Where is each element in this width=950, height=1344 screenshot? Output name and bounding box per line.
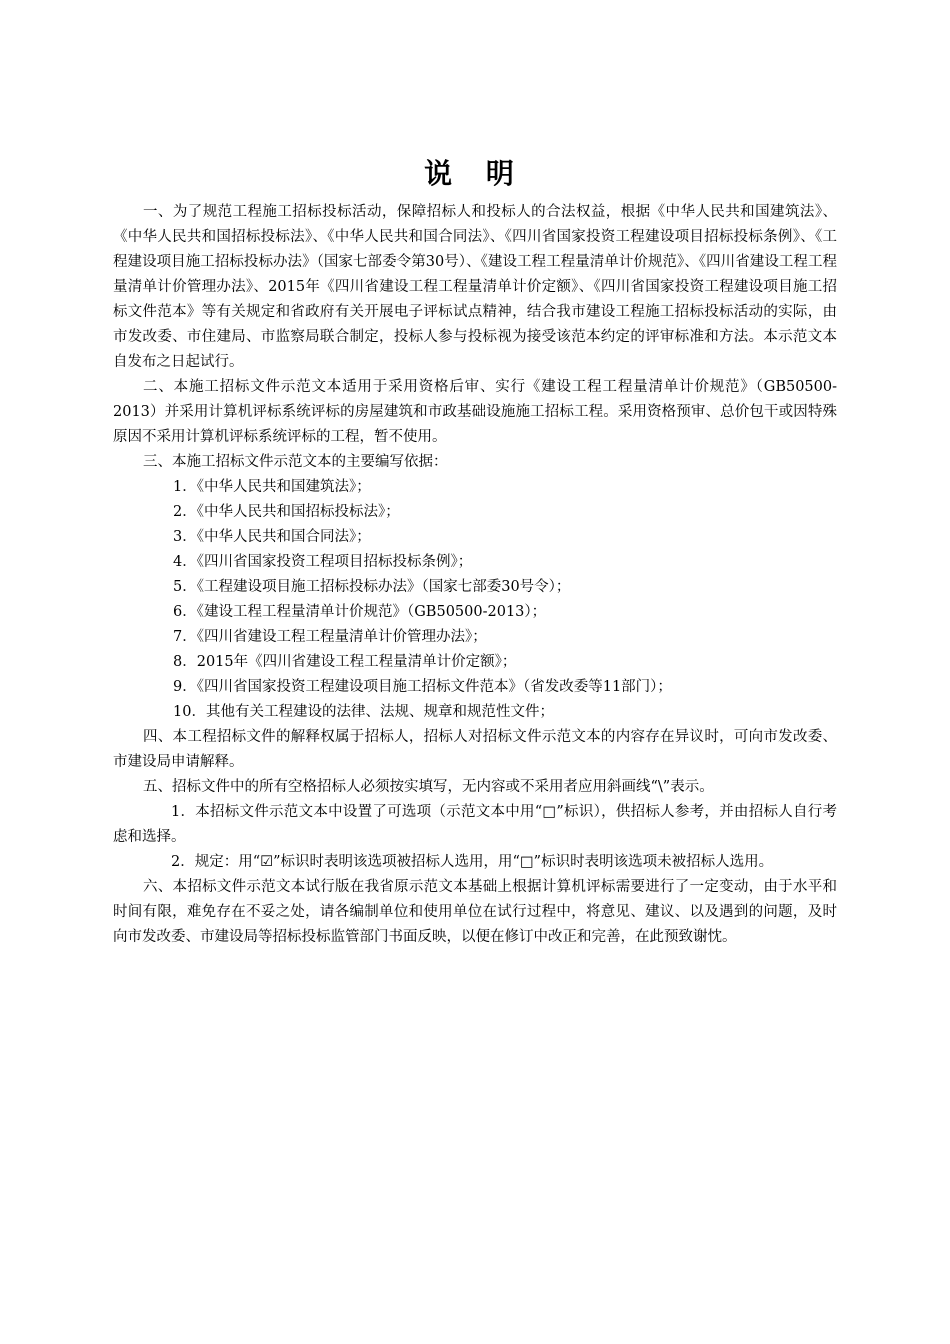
paragraph-5-2: 2．规定：用“☑”标识时表明该选项被招标人选用，用“□”标识时表明该选项未被招标人选用。 bbox=[171, 854, 774, 870]
basis-list bbox=[113, 475, 837, 725]
document-body bbox=[113, 200, 837, 950]
list-item: 10．其他有关工程建设的法律、法规、规章和规范性文件； bbox=[173, 704, 554, 720]
paragraph-5-1: 1．本招标文件示范文本中设置了可选项（示范文本中用“□”标识），供招标人参考，并由招标人自行考虑和选择。 bbox=[113, 804, 837, 845]
list-item: 4．《四川省国家投资工程项目招标投标条例》； bbox=[173, 554, 473, 570]
paragraph-2: 二、本施工招标文件示范文本适用于采用资格后审、实行《建设工程工程量清单计价规范》（GB50500-2013）并采用计算机评标系统评标的房屋建筑和市政基础设施施工招标工程。采用资格预审、总价包干或因特殊原因不采用计算机评标系统评标的工程，暂不使用。 bbox=[113, 379, 837, 445]
list-item: 8．2015年《四川省建设工程工程量清单计价定额》； bbox=[173, 654, 517, 670]
list-item: 2．《中华人民共和国招标投标法》； bbox=[173, 504, 400, 520]
paragraph-3: 三、本施工招标文件示范文本的主要编写依据： bbox=[143, 454, 448, 470]
list-item: 3．《中华人民共和国合同法》； bbox=[173, 529, 371, 545]
list-item: 1．《中华人民共和国建筑法》； bbox=[173, 479, 371, 495]
paragraph-6: 六、本招标文件示范文本试行版在我省原示范文本基础上根据计算机评标需要进行了一定变动，由于水平和时间有限，难免存在不妥之处，请各编制单位和使用单位在试行过程中，将意见、建议、以及遇到的问题，及时向市发改委、市建设局等招标投标监管部门书面反映，以便在修订中改正和完善，在此预致谢忱。 bbox=[113, 879, 837, 945]
page-title: 说 明 bbox=[424, 157, 526, 190]
paragraph-4: 四、本工程招标文件的解释权属于招标人，招标人对招标文件示范文本的内容存在异议时，可向市发改委、市建设局申请解释。 bbox=[113, 729, 837, 770]
paragraph-5: 五、招标文件中的所有空格招标人必须按实填写，无内容或不采用者应用斜画线“\”表示。 bbox=[143, 779, 714, 795]
list-item: 9．《四川省国家投资工程建设项目施工招标文件范本》（省发改委等11部门）； bbox=[173, 679, 672, 695]
paragraph-1: 一、为了规范工程施工招标投标活动，保障招标人和投标人的合法权益，根据《中华人民共和国建筑法》、《中华人民共和国招标投标法》、《中华人民共和国合同法》、《四川省国家投资工程建设项目招标投标条例》、《工程建设项目施工招标投标办法》（国家七部委令第30号）、《建设工程工程量清单计价规范》、《四川省建设工程工程量清单计价管理办法》、2015年《四川省建设工程工程量清单计价定额》、《四川省国家投资工程建设项目施工招标文件范本》等有关规定和省政府有关开展电子评标试点精神，结合我市建设工程施工招标投标活动的实际，由市发改委、市住建局、市监察局联合制定，投标人参与投标视为接受该范本约定的评审标准和方法。本示范文本自发布之日起试行。 bbox=[113, 204, 837, 370]
list-item: 6．《建设工程工程量清单计价规范》（GB50500-2013）； bbox=[173, 604, 547, 620]
list-item: 5．《工程建设项目施工招标投标办法》（国家七部委30号令）； bbox=[173, 579, 571, 595]
list-item: 7．《四川省建设工程工程量清单计价管理办法》； bbox=[173, 629, 487, 645]
